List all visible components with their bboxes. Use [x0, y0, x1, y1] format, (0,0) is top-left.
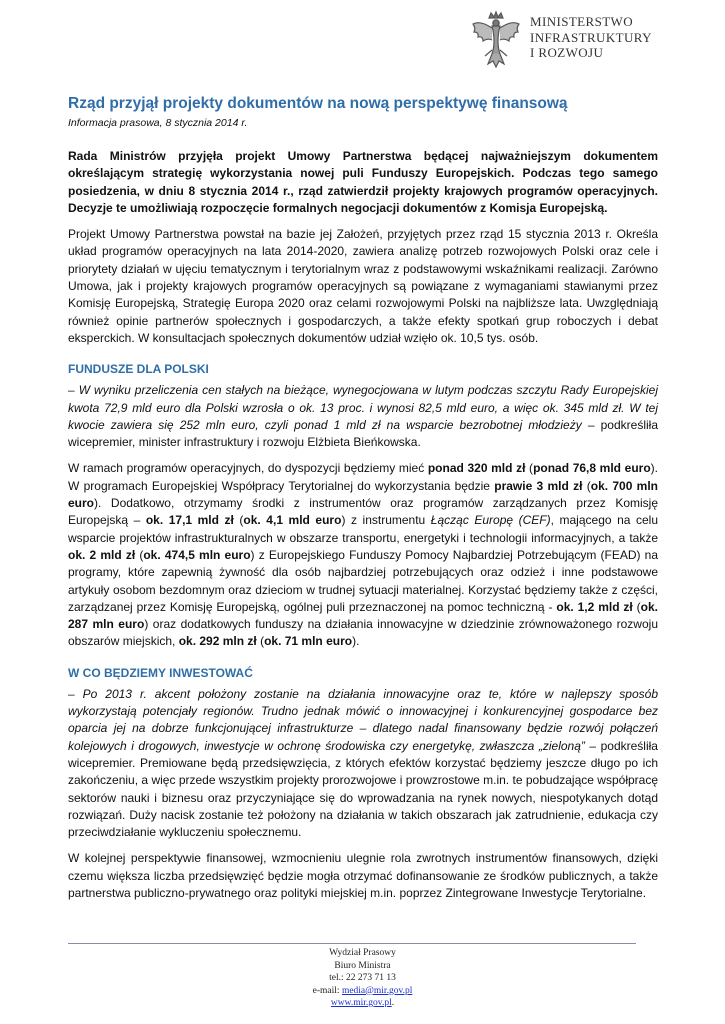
- text-run: ). W programach Europejskiej Współpracy Terytorialnej do wykorzystania będzie: [68, 461, 658, 493]
- footer-website-suffix: .: [391, 998, 395, 1008]
- instrument-name: Łącząc Europę (CEF): [430, 513, 551, 528]
- text-run: (: [582, 478, 591, 493]
- funds-amounts-paragraph: [68, 460, 658, 650]
- amount: ok. 17,1 mld zł: [145, 513, 234, 528]
- amount: ok. 474,5 mln euro: [143, 547, 251, 562]
- footer-email-label: e-mail:: [312, 985, 342, 996]
- amount: ok. 287 mln euro: [68, 599, 658, 632]
- text-run: W ramach programów operacyjnych, do dyspozycji będziemy mieć: [68, 461, 428, 476]
- investments-quote: – Po 2013 r. akcent położony zostanie na działania innowacyjne oraz te, które w najlepszy sposób wykorzystają potencjały regionów. Trudno jednak mówić o innowacyjnej i konkurencyjnej gospodarce bez oparcia jej na dobrze funkcjonującej infrastrukturze – dlatego nadal finansowany będzie rozwój połączeń kolejowych i drogowych, inwestycje w ochronę środowiska czy energetykę, zwłaszcza „zieloną”: [68, 686, 658, 753]
- amount: ok. 1,2 mld zł: [556, 599, 633, 614]
- text-run: ) z instrumentu: [341, 513, 431, 528]
- amount: ok. 700 mln euro: [68, 478, 658, 511]
- release-date: Informacja prasowa, 8 stycznia 2014 r.: [68, 117, 248, 129]
- text-run: (: [525, 461, 534, 476]
- text-run: (: [233, 513, 244, 528]
- page-title: Rząd przyjął projekty dokumentów na nową perspektywę finansową: [68, 95, 568, 112]
- footer-email-line: [0, 985, 725, 998]
- amount: ok. 71 mln euro: [264, 634, 353, 649]
- amount: ok. 4,1 mld euro: [243, 513, 342, 528]
- press-release-body: [68, 94, 658, 902]
- footer-website-line: [0, 997, 725, 1010]
- eagle-emblem-icon: [470, 10, 522, 70]
- text-run: (: [632, 599, 641, 614]
- text-run: ).: [352, 634, 360, 649]
- ministry-logo: [470, 10, 700, 70]
- lead-paragraph: Rada Ministrów przyjęła projekt Umowy Partnerstwa będącej najważniejszym dokumentem określającym strategię wykorzystania nowej puli Funduszy Europejskich. Podczas tego samego posiedzenia, w dniu 8 stycznia 2014 r., rząd zatwierdził projekty krajowych programów operacyjnych. Decyzje te umożliwiają rozpoczęcie formalnych negocjacji dokumentów z Komisja Europejską.: [68, 149, 658, 215]
- text-run: , mającego na celu wsparcie projektów infrastrukturalnych w obszarze transportu, energetyki i technologii informacyjnych, a także: [68, 513, 659, 545]
- funds-quote-attribution: – podkreśliła wicepremier, minister infrastruktury i rozwoju Elżbieta Bieńkowska.: [68, 417, 658, 450]
- amount: ok. 2 mld zł: [68, 547, 136, 562]
- ministry-name: [530, 14, 652, 61]
- section-heading-investments: W CO BĘDZIEMY INWESTOWAĆ: [68, 665, 253, 680]
- ministry-name-line-1: MINISTERSTWO: [530, 14, 634, 29]
- text-run: (: [135, 547, 144, 562]
- investments-quote-paragraph: [68, 686, 658, 842]
- intro-paragraph: Projekt Umowy Partnerstwa powstał na bazie jej Założeń, przyjętych przez rząd 15 stycznia 2013 r. Określa układ programów operacyjnych na lata 2014-2020, zawiera analizę potrzeb rozwojowych Polski oraz cele i priorytety działań w ujęciu tematycznym i terytorialnym wraz z podstawowymi wskaźnikami realizacji. Zarówno Umowa, jak i projekty krajowych programów operacyjnych są powiązane z wymaganiami stawianymi przez Komisję Europejską, Strategię Europa 2020 oraz celami rozwojowymi Polski na najbliższe lata. Uwzględniają również opinie partnerów społecznych i gospodarczych, a także efekty spotkań grup roboczych i debat eksperckich. W konsultacjach społecznych dokumentów udział wzięło ok. 10,5 tys. osób.: [68, 227, 658, 345]
- text-run: ) oraz dodatkowych funduszy na działania innowacyjne w dziedzinie zrównoważonego rozwoju obszarów miejskich,: [68, 617, 658, 649]
- investments-quote-attribution: – podkreśliła wicepremier. Premiowane będą przedsięwzięcia, z których efektów korzystać będziemy jeszcze długo po ich zakończeniu, a więc przede wszystkim projekty prorozwojowe i prowzrostowe m.in. te pobudzające współpracę sektorów nauki i biznesu oraz przyczyniające się do wprowadzania na rynek nowych, niespotykanych dotąd rozwiązań. Duży nacisk zostanie też położony na działania w takich obszarach jak zatrudnienie, edukacja czy przeciwdziałanie wykluczeniu społecznemu.: [68, 738, 658, 840]
- amount: prawie 3 mld zł: [494, 478, 583, 493]
- text-run: (: [256, 634, 265, 649]
- text-run: ) z Europejskiego Funduszy Pomocy Najbardziej Potrzebującym (FEAD) na programy, które zapewnią żywność dla osób najbardziej potrzebujących oraz odzież i inne podstawowe artykuły osobom bezdomnym oraz dzieciom w trudnej sytuacji materialnej. Korzystać będziemy także z części, zarządzanej przez Komisję Europejską, ogólnej puli przeznaczonej na pomoc techniczną -: [68, 547, 658, 614]
- funds-quote-paragraph: [68, 382, 658, 451]
- email-link[interactable]: media@mir.gov.pl: [341, 985, 413, 996]
- text-run: ). Dodatkowo, otrzymamy środki z instrumentów oraz programów zarządzanych przez Komisję Europejską –: [68, 496, 658, 528]
- footer-contact: [0, 947, 725, 1010]
- financial-instruments-paragraph: W kolejnej perspektywie finansowej, wzmocnieniu ulegnie rola zwrotnych instrumentów finansowych, dzięki czemu większa liczba przedsięwzięć będzie mogła otrzymać dofinansowanie ze środków publicznych, a także partnerstwa publiczno-prywatnego oraz polityki miejskiej m.in. poprzez Zintegrowane Inwestycje Terytorialne.: [68, 851, 658, 900]
- ministry-name-line-2: INFRASTRUKTURY: [530, 29, 652, 45]
- website-link[interactable]: www.mir.gov.pl: [330, 998, 392, 1008]
- ministry-name-line-3: I ROZWOJU: [530, 45, 604, 60]
- footer-phone: tel.: 22 273 71 13: [329, 973, 396, 983]
- section-heading-funds: FUNDUSZE DLA POLSKI: [68, 362, 209, 377]
- footer-divider: [68, 943, 636, 944]
- amount: ok. 292 mln zł: [178, 634, 257, 649]
- footer-office: Biuro Ministra: [334, 960, 391, 971]
- amount: ponad 320 mld zł: [427, 461, 526, 476]
- amount: ponad 76,8 mld euro: [533, 461, 651, 476]
- funds-quote: – W wyniku przeliczenia cen stałych na bieżące, wynegocjowana w lutym podczas szczytu Rady Europejskiej kwota 72,9 mld euro dla Polski wzrosła o ok. 13 proc. i wynosi 82,5 mld euro, a więc ok. 345 mld zł. W tej kwocie zawiera się 252 mln euro, czyli ponad 1 mld zł na wsparcie bezrobotnej młodzieży: [68, 383, 658, 432]
- footer-department: Wydział Prasowy: [329, 948, 396, 958]
